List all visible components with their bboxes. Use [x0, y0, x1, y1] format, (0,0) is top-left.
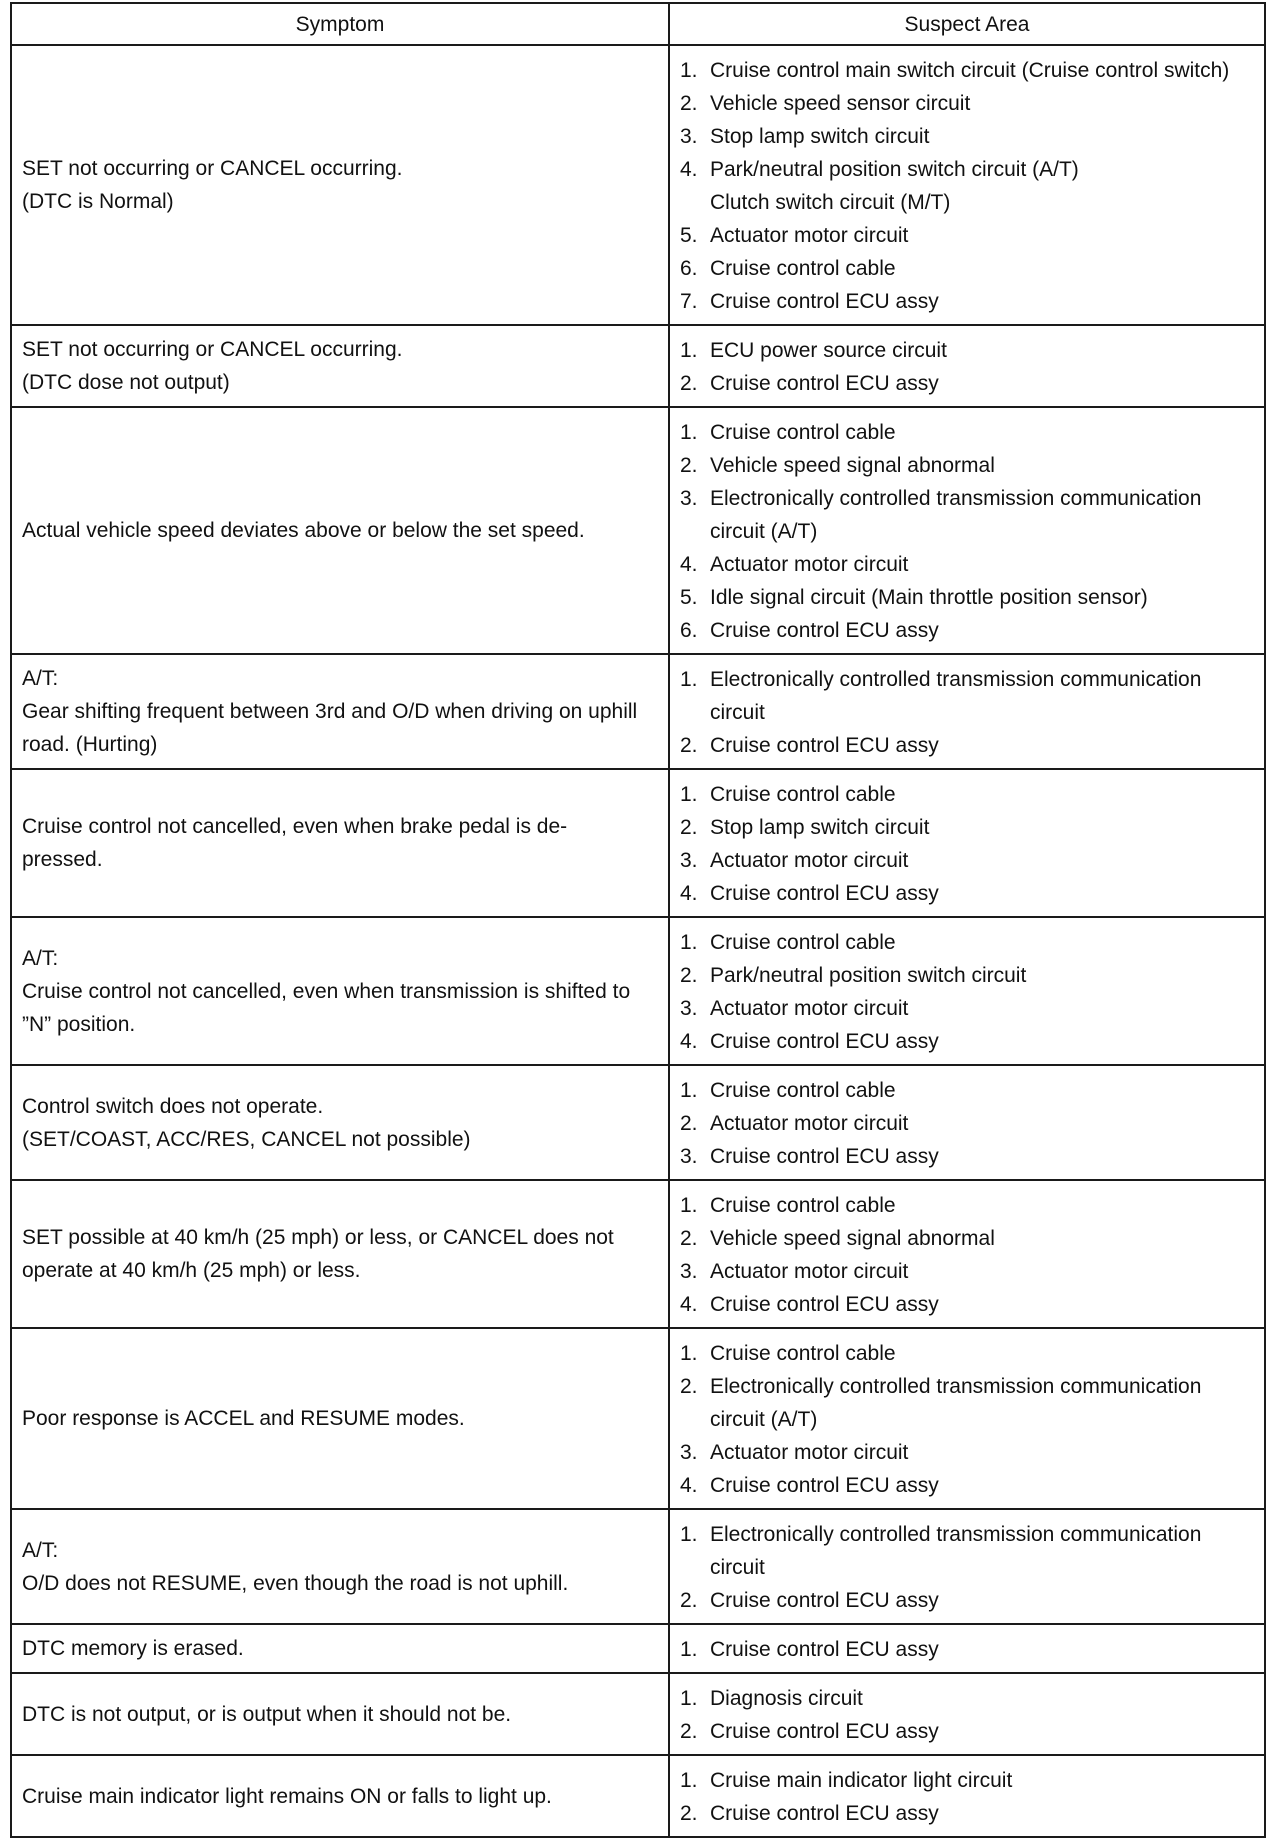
- suspect-item: [680, 1288, 1254, 1321]
- symptom-header: Symptom: [11, 3, 669, 45]
- suspect-item: [680, 1715, 1254, 1748]
- suspect-item: [680, 844, 1254, 877]
- symptom-line: (SET/COAST, ACC/RES, CANCEL not possible): [22, 1127, 471, 1151]
- suspect-item-text: Cruise control ECU assy: [710, 619, 939, 642]
- suspect-item: [680, 1436, 1254, 1469]
- suspect-item: [680, 926, 1254, 959]
- symptom-line: O/D does not RESUME, even though the road is not uphill.: [22, 1571, 569, 1595]
- suspect-list: [680, 926, 1254, 1058]
- suspect-item-text: Actuator motor circuit: [710, 224, 909, 247]
- suspect-item: [680, 367, 1254, 400]
- suspect-list: [680, 416, 1254, 647]
- suspect-item-number: 2.: [680, 454, 698, 477]
- suspect-item-text: circuit (A/T): [710, 1408, 818, 1431]
- suspect-item-number: 2.: [680, 1375, 698, 1398]
- suspect-item: [680, 1469, 1254, 1502]
- suspect-item-number: 5.: [680, 224, 698, 247]
- suspect-item-text: Cruise control ECU assy: [710, 734, 939, 757]
- symptom-line: (DTC is Normal): [22, 190, 174, 213]
- suspect-item-text: Cruise control ECU assy: [710, 372, 939, 395]
- suspect-item-number: 1.: [680, 668, 698, 691]
- suspect-item-text: Cruise control cable: [710, 1194, 896, 1217]
- suspect-item-text: Vehicle speed signal abnormal: [710, 1227, 995, 1250]
- suspect-item-text: Cruise control cable: [710, 257, 896, 280]
- suspect-item-text: Idle signal circuit (Main throttle position sensor): [710, 586, 1148, 609]
- suspect-item: [680, 1633, 1254, 1666]
- suspect-item-number: 1.: [680, 1638, 698, 1661]
- suspect-item-number: 4.: [680, 1474, 698, 1497]
- symptom-line: A/T:: [22, 1538, 59, 1562]
- suspect-item: [680, 482, 1254, 548]
- suspect-item-number: 1.: [680, 1687, 698, 1710]
- suspect-list: [680, 1189, 1254, 1321]
- suspect-item-number: 2.: [680, 1589, 698, 1612]
- symptom-line: Actual vehicle speed deviates above or below the set speed.: [22, 519, 585, 542]
- suspect-item-text: Actuator motor circuit: [710, 849, 909, 872]
- suspect-item: [680, 1074, 1254, 1107]
- suspect-item-number: 5.: [680, 586, 698, 609]
- suspect-area-cell: [669, 1755, 1265, 1837]
- suspect-item-text: Vehicle speed signal abnormal: [710, 454, 995, 477]
- suspect-item: [680, 285, 1254, 318]
- suspect-item-text: Cruise control cable: [710, 421, 896, 444]
- suspect-area-cell: [669, 1180, 1265, 1328]
- symptom-cell: [11, 1755, 669, 1837]
- table-row: [11, 917, 1265, 1065]
- suspect-item: [680, 416, 1254, 449]
- suspect-item: [680, 1337, 1254, 1370]
- suspect-item-text: Actuator motor circuit: [710, 997, 909, 1020]
- suspect-item: [680, 729, 1254, 762]
- suspect-item-text: Actuator motor circuit: [710, 553, 909, 576]
- suspect-list: [680, 1074, 1254, 1173]
- suspect-item-text: Electronically controlled transmission communication: [710, 1523, 1202, 1546]
- suspect-item-text: Actuator motor circuit: [710, 1260, 909, 1283]
- suspect-item: [680, 1518, 1254, 1584]
- suspect-item-number: 2.: [680, 372, 698, 395]
- suspect-item: [680, 1764, 1254, 1797]
- suspect-item: [680, 663, 1254, 729]
- suspect-item: [680, 1584, 1254, 1617]
- suspect-item-number: 3.: [680, 487, 698, 510]
- suspect-list: [680, 1633, 1254, 1666]
- suspect-item-number: 2.: [680, 816, 698, 839]
- suspect-item-text: Cruise control ECU assy: [710, 1802, 939, 1825]
- suspect-area-cell: [669, 1624, 1265, 1673]
- suspect-item: [680, 1107, 1254, 1140]
- suspect-item-text: Electronically controlled transmission communication: [710, 668, 1202, 691]
- suspect-item-text: Cruise control ECU assy: [710, 1638, 939, 1661]
- suspect-item-text: Cruise control cable: [710, 1079, 896, 1102]
- suspect-item-number: 4.: [680, 1293, 698, 1316]
- suspect-item-text: Cruise control cable: [710, 1342, 896, 1365]
- suspect-area-cell: [669, 1328, 1265, 1509]
- suspect-item-number: 3.: [680, 997, 698, 1020]
- suspect-item: [680, 1189, 1254, 1222]
- suspect-item: [680, 992, 1254, 1025]
- table-row: [11, 1624, 1265, 1673]
- suspect-item: [680, 219, 1254, 252]
- table-row: [11, 407, 1265, 654]
- symptom-line: DTC is not output, or is output when it should not be.: [22, 1702, 512, 1726]
- suspect-item: [680, 1682, 1254, 1715]
- suspect-item-text: Cruise control ECU assy: [710, 1589, 939, 1612]
- suspect-area-cell: [669, 1065, 1265, 1180]
- symptom-cell: [11, 1065, 669, 1180]
- table-row: [11, 654, 1265, 769]
- suspect-item-number: 1.: [680, 783, 698, 806]
- suspect-list: [680, 1337, 1254, 1502]
- table-row: [11, 769, 1265, 917]
- suspect-item: [680, 581, 1254, 614]
- suspect-item: [680, 87, 1254, 120]
- suspect-item-text: circuit: [710, 1556, 765, 1579]
- suspect-area-cell: [669, 917, 1265, 1065]
- suspect-list: [680, 778, 1254, 910]
- table-row: [11, 1755, 1265, 1837]
- symptom-cell: [11, 407, 669, 654]
- suspect-item-text: Cruise control main switch circuit (Cruise control switch): [710, 59, 1230, 82]
- suspect-area-cell: [669, 1509, 1265, 1624]
- symptom-line: SET not occurring or CANCEL occurring.: [22, 157, 403, 180]
- suspect-item-text: Diagnosis circuit: [710, 1687, 863, 1710]
- symptom-cell: [11, 1180, 669, 1328]
- symptom-line: SET not occurring or CANCEL occurring.: [22, 338, 403, 361]
- suspect-item-text: Cruise control ECU assy: [710, 1293, 939, 1316]
- suspect-item-text: Electronically controlled transmission communication: [710, 487, 1202, 510]
- symptom-line: ”N” position.: [22, 1012, 136, 1036]
- suspect-item-number: 7.: [680, 290, 698, 313]
- suspect-item-text: Cruise control cable: [710, 931, 896, 954]
- symptom-cell: [11, 1624, 669, 1673]
- suspect-item: [680, 334, 1254, 367]
- suspect-item-text: Cruise control ECU assy: [710, 1030, 939, 1053]
- symptom-cell: [11, 1673, 669, 1755]
- suspect-item-number: 1.: [680, 339, 698, 362]
- symptom-line: DTC memory is erased.: [22, 1637, 244, 1660]
- header-row: [11, 3, 1265, 45]
- suspect-item-number: 6.: [680, 257, 698, 280]
- symptom-line: A/T:: [22, 667, 59, 690]
- suspect-list: [680, 334, 1254, 400]
- suspect-item-number: 1.: [680, 59, 698, 82]
- suspect-item-number: 3.: [680, 1145, 698, 1168]
- symptom-cell: [11, 917, 669, 1065]
- suspect-item-text: Actuator motor circuit: [710, 1441, 909, 1464]
- table-row: [11, 1065, 1265, 1180]
- table-body: [11, 45, 1265, 1837]
- suspect-item: [680, 120, 1254, 153]
- suspect-area-cell: [669, 1673, 1265, 1755]
- suspect-item-text: Cruise main indicator light circuit: [710, 1769, 1013, 1792]
- suspect-item: [680, 1370, 1254, 1436]
- suspect-item-number: 3.: [680, 1260, 698, 1283]
- suspect-item-text: Stop lamp switch circuit: [710, 125, 930, 148]
- suspect-item-text: Park/neutral position switch circuit: [710, 964, 1027, 987]
- table-row: [11, 1509, 1265, 1624]
- symptom-line: Cruise control not cancelled, even when brake pedal is de-: [22, 815, 568, 838]
- suspect-item: [680, 877, 1254, 910]
- symptom-line: pressed.: [22, 848, 103, 871]
- suspect-item-number: 6.: [680, 619, 698, 642]
- suspect-item: [680, 1255, 1254, 1288]
- suspect-item-number: 2.: [680, 1112, 698, 1135]
- table-row: [11, 1180, 1265, 1328]
- suspect-area-cell: [669, 769, 1265, 917]
- symptom-line: operate at 40 km/h (25 mph) or less.: [22, 1259, 361, 1282]
- symptom-line: A/T:: [22, 946, 59, 970]
- suspect-area-cell: [669, 325, 1265, 407]
- suspect-item-number: 4.: [680, 882, 698, 905]
- suspect-item-number: 1.: [680, 1194, 698, 1217]
- suspect-item: [680, 54, 1254, 87]
- suspect-item-text: Cruise control ECU assy: [710, 882, 939, 905]
- suspect-item-text: Cruise control ECU assy: [710, 1474, 939, 1497]
- suspect-item-number: 3.: [680, 125, 698, 148]
- suspect-list: [680, 1682, 1254, 1748]
- suspect-item: [680, 811, 1254, 844]
- suspect-item-text: Electronically controlled transmission communication: [710, 1375, 1202, 1398]
- suspect-item-number: 2.: [680, 734, 698, 757]
- suspect-item-number: 1.: [680, 1342, 698, 1365]
- suspect-item-text: Cruise control ECU assy: [710, 290, 939, 313]
- suspect-list: [680, 54, 1254, 318]
- suspect-item-number: 1.: [680, 1523, 698, 1546]
- suspect-area-cell: [669, 654, 1265, 769]
- suspect-item-text: Cruise control ECU assy: [710, 1720, 939, 1743]
- suspect-item-text: Actuator motor circuit: [710, 1112, 909, 1135]
- symptom-cell: [11, 654, 669, 769]
- suspect-item-text: Vehicle speed sensor circuit: [710, 92, 971, 115]
- suspect-item-number: 1.: [680, 1079, 698, 1102]
- troubleshooting-table: [10, 2, 1266, 1838]
- suspect-item-number: 3.: [680, 849, 698, 872]
- suspect-item-text: circuit (A/T): [710, 520, 818, 543]
- suspect-area-header: Suspect Area: [669, 3, 1265, 45]
- suspect-item: [680, 1025, 1254, 1058]
- suspect-item-number: 2.: [680, 1802, 698, 1825]
- suspect-list: [680, 1764, 1254, 1830]
- suspect-item: [680, 1797, 1254, 1830]
- suspect-item: [680, 614, 1254, 647]
- suspect-item-number: 4.: [680, 158, 698, 181]
- symptom-cell: [11, 45, 669, 325]
- suspect-item-number: 2.: [680, 92, 698, 115]
- suspect-item-text: circuit: [710, 701, 765, 724]
- suspect-item-number: 1.: [680, 931, 698, 954]
- suspect-list: [680, 1518, 1254, 1617]
- suspect-item-number: 4.: [680, 1030, 698, 1053]
- table-row: [11, 1328, 1265, 1509]
- suspect-area-cell: [669, 407, 1265, 654]
- symptom-line: Cruise main indicator light remains ON or falls to light up.: [22, 1784, 552, 1808]
- suspect-item-text: Cruise control cable: [710, 783, 896, 806]
- symptom-cell: [11, 1328, 669, 1509]
- suspect-area-cell: [669, 45, 1265, 325]
- suspect-item: [680, 959, 1254, 992]
- suspect-list: [680, 663, 1254, 762]
- suspect-item-text: Clutch switch circuit (M/T): [710, 191, 951, 214]
- symptom-line: Poor response is ACCEL and RESUME modes.: [22, 1407, 465, 1430]
- suspect-item-number: 2.: [680, 1227, 698, 1250]
- suspect-item-text: ECU power source circuit: [710, 339, 947, 362]
- symptom-line: SET possible at 40 km/h (25 mph) or less, or CANCEL does not: [22, 1226, 614, 1249]
- suspect-item-number: 2.: [680, 1720, 698, 1743]
- symptom-line: Control switch does not operate.: [22, 1094, 324, 1118]
- suspect-item-number: 4.: [680, 553, 698, 576]
- symptom-cell: [11, 1509, 669, 1624]
- symptom-cell: [11, 325, 669, 407]
- table-row: [11, 1673, 1265, 1755]
- suspect-item-text: Park/neutral position switch circuit (A/T): [710, 158, 1079, 181]
- table-row: [11, 325, 1265, 407]
- suspect-item-number: 2.: [680, 964, 698, 987]
- suspect-item: [680, 449, 1254, 482]
- suspect-item: [680, 252, 1254, 285]
- symptom-cell: [11, 769, 669, 917]
- symptom-line: Gear shifting frequent between 3rd and O/D when driving on uphill: [22, 700, 638, 723]
- suspect-item-number: 1.: [680, 421, 698, 444]
- suspect-item-text: Stop lamp switch circuit: [710, 816, 930, 839]
- suspect-item-number: 1.: [680, 1769, 698, 1792]
- suspect-item: [680, 778, 1254, 811]
- suspect-item: [680, 1222, 1254, 1255]
- symptom-line: Cruise control not cancelled, even when transmission is shifted to: [22, 979, 631, 1003]
- symptom-line: (DTC dose not output): [22, 371, 230, 394]
- symptom-line: road. (Hurting): [22, 733, 158, 756]
- suspect-item: [680, 548, 1254, 581]
- suspect-item-number: 3.: [680, 1441, 698, 1464]
- suspect-item: [680, 1140, 1254, 1173]
- table-row: [11, 45, 1265, 325]
- suspect-item: [680, 153, 1254, 219]
- suspect-item-text: Cruise control ECU assy: [710, 1145, 939, 1168]
